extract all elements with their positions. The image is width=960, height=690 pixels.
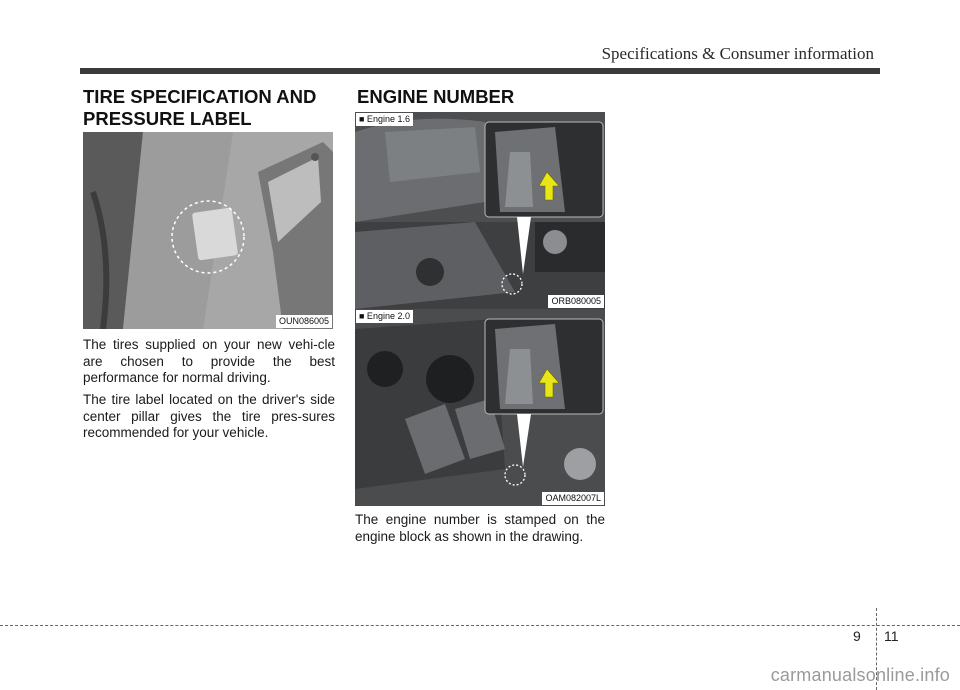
watermark: carmanualsonline.info <box>770 665 950 685</box>
tire-photo-caption: OUN086005 <box>276 315 332 328</box>
tire-heading-line2: PRESSURE LABEL <box>83 108 252 129</box>
page-number: 11 <box>884 628 899 644</box>
engine-2-0-caption: OAM082007L <box>542 492 604 505</box>
tire-label-photo <box>83 132 333 329</box>
tire-heading-line1: TIRE SPECIFICATION AND <box>83 86 317 107</box>
engine-heading: ENGINE NUMBER <box>357 86 515 107</box>
engine-paragraph: The engine number is stamped on the engine block as shown in the drawing. <box>355 512 605 544</box>
chapter-number: 9 <box>853 628 861 644</box>
tire-pillar-illustration <box>83 132 333 329</box>
engine-1-6-illustration <box>355 112 605 309</box>
engine-1-6-label: ■ Engine 1.6 <box>356 113 413 126</box>
header-rule <box>80 68 880 74</box>
engine-2-0-illustration <box>355 309 605 506</box>
section-header: Specifications & Consumer information <box>601 44 874 63</box>
tire-paragraph-1: The tires supplied on your new vehi-cle are chosen to provide the best performance for normal driving. <box>83 337 335 385</box>
engine-2-0-photo <box>355 309 605 506</box>
engine-1-6-caption: ORB080005 <box>548 295 604 308</box>
footer-rule <box>0 625 960 626</box>
engine-1-6-photo <box>355 112 605 309</box>
engine-2-0-label: ■ Engine 2.0 <box>356 310 413 323</box>
tire-paragraph-2: The tire label located on the driver's side center pillar gives the tire pres-sures recommended for your vehicle. <box>83 392 335 440</box>
